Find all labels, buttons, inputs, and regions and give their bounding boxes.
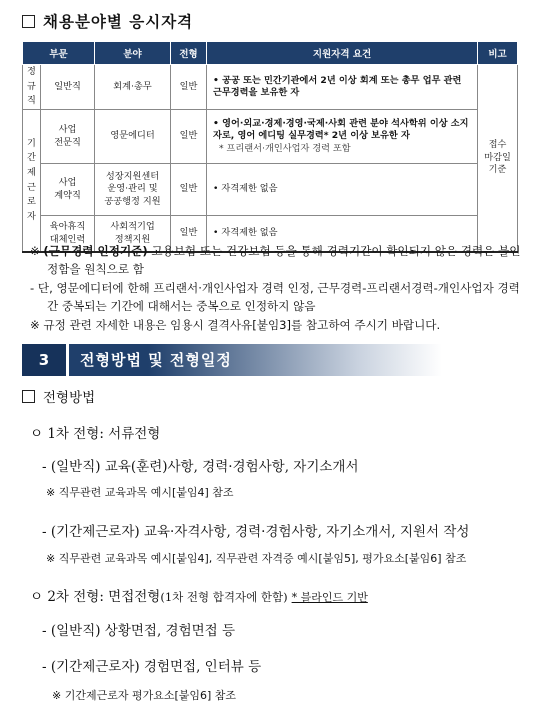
step2-heading: ㅇ 2차 전형: 면접전형(1차 전형 합격자에 한함) * 블라인드 기반 bbox=[30, 589, 368, 605]
header-type: 전형 bbox=[171, 42, 207, 65]
type-cell: 일반 bbox=[171, 216, 207, 253]
sub-category: 일반직 bbox=[41, 65, 95, 110]
type-cell: 일반 bbox=[171, 164, 207, 216]
step1-contract-note: ※ 직무관련 교육과목 예시[붙임4], 직무관련 자격증 예시[붙임5], 평가요소[붙임6] 참조 bbox=[46, 552, 467, 565]
field-cell: 성장지원센터 운영·관리 및 공공행정 지원 bbox=[95, 164, 171, 216]
note-regulation: ※ 규정 관련 자세한 내용은 임용시 결격사유[붙임3]를 참고하여 주시기 바랍니다. bbox=[30, 318, 441, 332]
step1-general-note: ※ 직무관련 교육과목 예시[붙임4] 참조 bbox=[46, 486, 234, 499]
section-title: 전형방법 및 전형일정 bbox=[80, 351, 232, 369]
requirement-cell bbox=[207, 110, 478, 164]
remark-cell: 접수 마감일 기준 bbox=[478, 65, 518, 253]
group-contract: 기 간 제 근 로 자 bbox=[23, 110, 41, 253]
table-row bbox=[23, 164, 518, 216]
note-editor-exception: - 단, 영문에디터에 한해 프리랜서·개인사업자 경력 인정, 근무경력-프리랜서경력-개인사업자 경력 간 중복되는 기간에 대해서는 중복으로 인정하지 않음 bbox=[30, 281, 520, 313]
sub-category: 사업 전문직 bbox=[41, 110, 95, 164]
field-cell: 영문에디터 bbox=[95, 110, 171, 164]
table-row bbox=[23, 110, 518, 164]
table-header-row bbox=[23, 42, 518, 65]
table-row bbox=[23, 65, 518, 110]
field-cell: 회계·총무 bbox=[95, 65, 171, 110]
type-cell: 일반 bbox=[171, 110, 207, 164]
header-remark: 비고 bbox=[478, 42, 518, 65]
method-heading: 전형방법 bbox=[22, 386, 95, 406]
requirement-cell: • 자격제한 없음 bbox=[207, 216, 478, 253]
step2-contract-note: ※ 기간제근로자 평가요소[붙임6] 참조 bbox=[52, 689, 237, 702]
group-regular: 정 규 직 bbox=[23, 65, 41, 110]
requirement-cell: • 자격제한 없음 bbox=[207, 164, 478, 216]
header-requirements: 지원자격 요건 bbox=[207, 42, 478, 65]
requirement-note: * 프리랜서·개인사업자 경력 포함 bbox=[219, 142, 351, 154]
note-experience-criteria: ※ (근무경력 인정기준) 고용보험 또는 건강보험 등을 통해 경력기간이 확인되지 않은 경력은 불인정함을 원칙으로 함 bbox=[30, 244, 521, 276]
section-number: 3 bbox=[22, 344, 66, 376]
step1-contract: - (기간제근로자) 교육·자격사항, 경력·경험사항, 자기소개서, 지원서 작성 bbox=[42, 524, 470, 540]
section-heading: 채용분야별 응시자격 bbox=[22, 10, 193, 32]
step1-general: - (일반직) 교육(훈련)사항, 경력·경험사항, 자기소개서 bbox=[42, 459, 359, 475]
banner-divider bbox=[66, 344, 69, 376]
square-bullet-icon bbox=[22, 15, 35, 28]
requirement-text: • 영어·외교·경제·경영·국제·사회 관련 분야 석사학위 이상 소지자로, 영어 에디팅 실무경력* 2년 이상 보유한 자 bbox=[213, 118, 469, 142]
header-field: 분야 bbox=[95, 42, 171, 65]
type-cell: 일반 bbox=[171, 65, 207, 110]
qualification-table bbox=[22, 41, 518, 253]
sub-category: 사업 계약직 bbox=[41, 164, 95, 216]
header-category: 부문 bbox=[23, 42, 95, 65]
step2-contract: - (기간제근로자) 경험면접, 인터뷰 등 bbox=[42, 659, 262, 675]
square-bullet-icon bbox=[22, 390, 35, 403]
step1-heading: ㅇ 1차 전형: 서류전형 bbox=[30, 426, 161, 442]
field-cell: 사회적기업 정책지원 bbox=[95, 216, 171, 253]
step2-general: - (일반직) 상황면접, 경험면접 등 bbox=[42, 623, 236, 639]
sub-category: 육아휴직 대체인력 bbox=[41, 216, 95, 253]
requirement-cell: • 공공 또는 민간기관에서 2년 이상 회계 또는 총무 업무 관련 근무경력을 보유한 자 bbox=[207, 65, 478, 110]
